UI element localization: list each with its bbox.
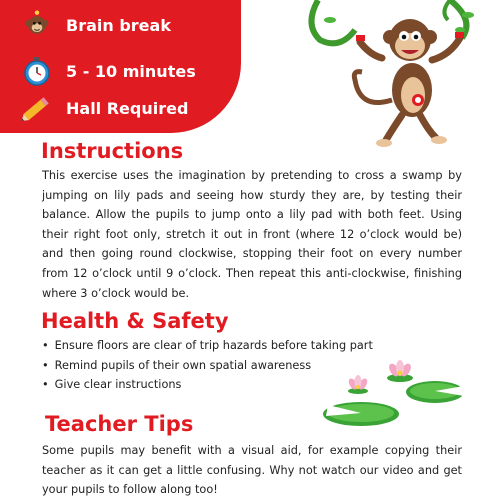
monkey-icon [20, 10, 54, 40]
activity-type-label: Brain break [66, 15, 171, 35]
lily-pads-illustration [318, 358, 468, 428]
requirement-row [0, 93, 188, 123]
duration-row [0, 56, 196, 86]
health-safety-heading: Health & Safety [41, 309, 229, 333]
activity-type-row [0, 10, 171, 40]
pencil-icon [20, 93, 54, 123]
instructions-text: This exercise uses the imagination by pretending to cross a swamp by jumping on lily pads and seeing how sturdy they are, by testing their balance. Allow the pupils to jump onto a lily pad with both feet. Using their right foot only, stretch it out in front (where 12 o’clock would be) and then going round clockwise, stopping their foot on every number from 12 o’clock until 9 o’clock. Then repeat this anti-clockwise, finishing where 3 o’clock would be. [42, 169, 462, 300]
list-item: • Give clear instructions [42, 375, 373, 395]
teacher-tips-heading: Teacher Tips [45, 412, 194, 436]
list-item: • Ensure floors are clear of trip hazards before taking part [42, 336, 373, 356]
requirement-label: Hall Required [66, 98, 189, 118]
teacher-tips-text: Some pupils may benefit with a visual aid, for example copying their teacher as it can get a little confusing. Why not watch our video and get your pupils to follow along too! [42, 444, 462, 497]
list-item: • Remind pupils of their own spatial awareness [42, 356, 373, 376]
duration-label: 5 - 10 minutes [66, 61, 196, 81]
instructions-heading: Instructions [41, 139, 184, 163]
stopwatch-icon [20, 56, 54, 86]
monkey-illustration [300, 0, 500, 150]
